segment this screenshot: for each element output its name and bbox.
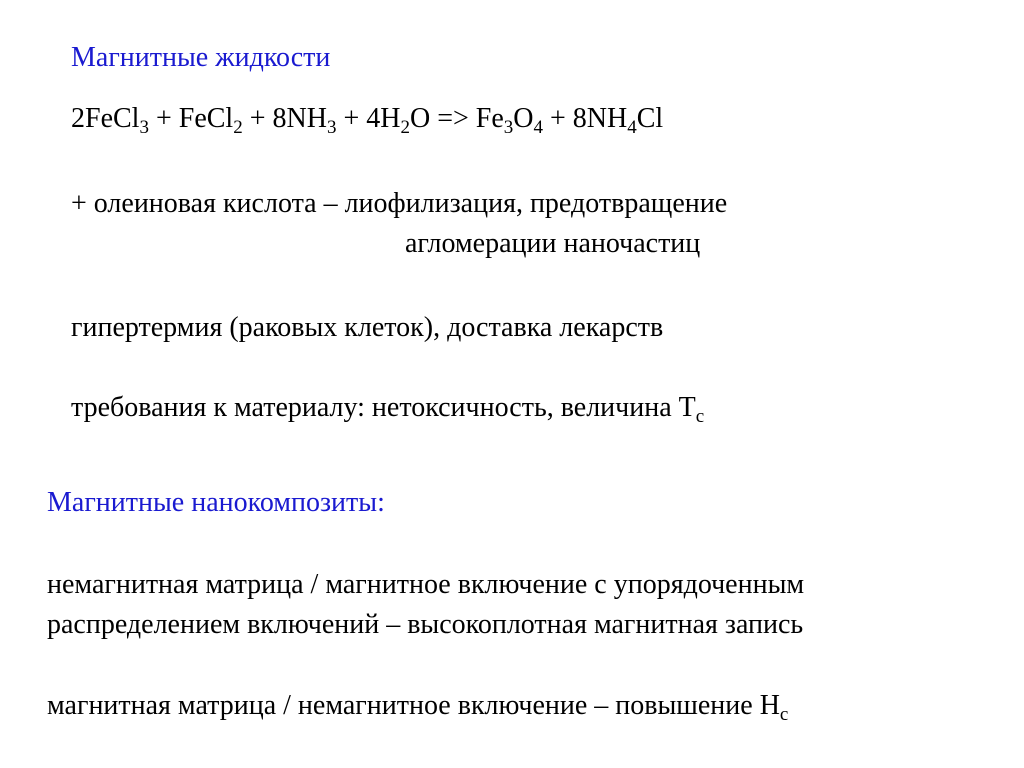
nanocomposites-heading: Магнитные нанокомпозиты: (47, 487, 385, 518)
equation-term: + FeCl (148, 103, 234, 134)
equation-subscript: 2 (400, 117, 410, 138)
oleic-acid-line-2: агломерации наночастиц (405, 228, 701, 259)
oleic-acid-line-1: + олеиновая кислота – лиофилизация, предотвращение (71, 188, 728, 219)
nonmagnetic-matrix-line-2: распределением включений – высокоплотная магнитная запись (47, 609, 804, 640)
requirements-subscript: c (695, 406, 705, 427)
requirements-line (71, 392, 705, 427)
magnetic-matrix-line (47, 690, 789, 725)
chemical-equation (71, 103, 664, 138)
equation-subscript: 3 (139, 117, 149, 138)
equation-term: + 4H (336, 103, 401, 134)
equation-subscript: 3 (503, 117, 514, 138)
equation-term: O (513, 103, 534, 134)
equation-subscript: 4 (533, 117, 544, 138)
magnetic-fluids-heading: Магнитные жидкости (71, 42, 331, 73)
equation-term: + 8NH (543, 103, 628, 134)
equation-subscript: 2 (233, 117, 243, 138)
requirements-text: требования к материалу: нетоксичность, величина T (71, 392, 696, 423)
equation-subscript: 3 (326, 117, 337, 138)
equation-subscript: 4 (627, 117, 637, 138)
hyperthermia-line: гипертермия (раковых клеток), доставка лекарств (71, 312, 664, 343)
magnetic-matrix-text: магнитная матрица / немагнитное включение – повышение H (47, 690, 780, 721)
nonmagnetic-matrix-line-1: немагнитная матрица / магнитное включение с упорядоченным (47, 569, 805, 600)
magnetic-matrix-subscript: c (779, 704, 789, 725)
equation-term: O => Fe (409, 103, 504, 134)
equation-term: 2FeCl (71, 103, 140, 134)
equation-term: + 8NH (242, 103, 327, 134)
equation-term: Cl (636, 103, 664, 134)
